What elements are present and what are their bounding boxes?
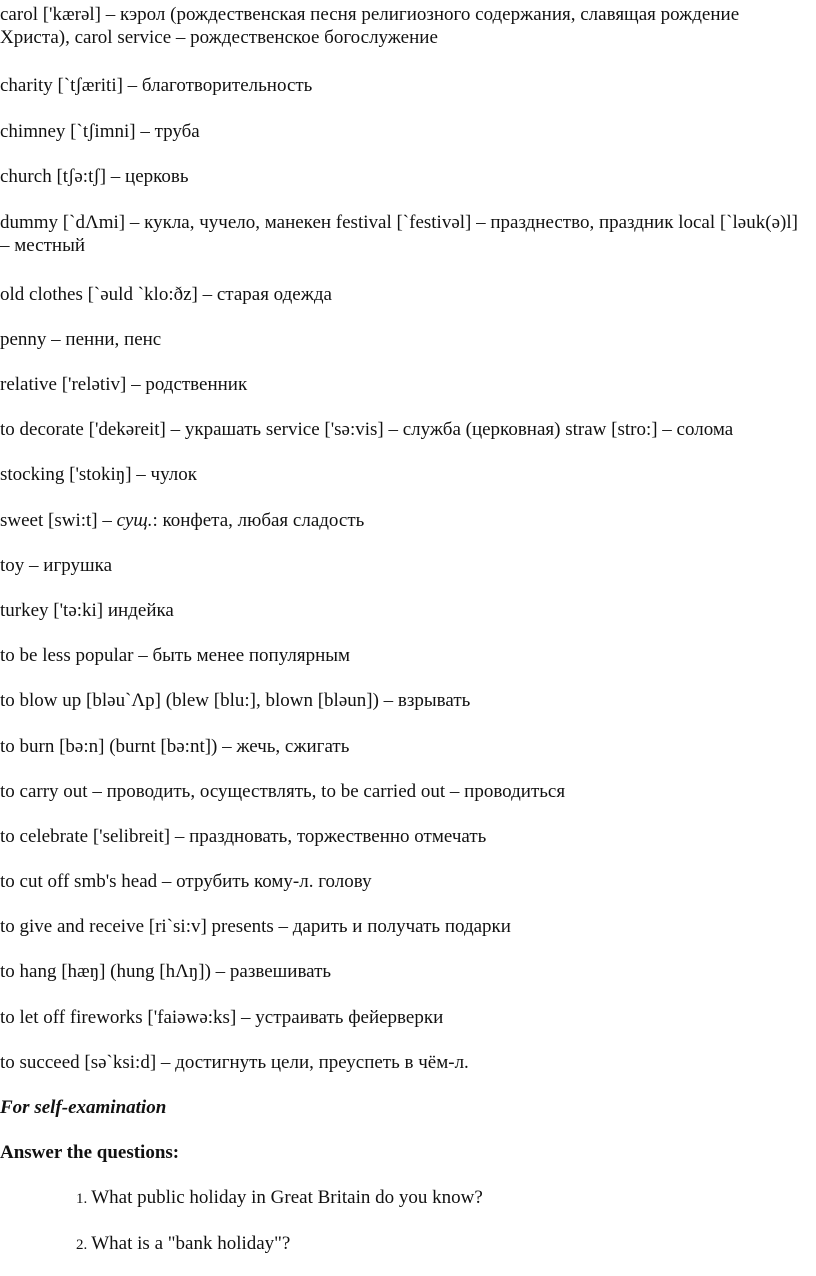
vocab-entry-blow-up: to blow up [bləu`Λp] (blew [blu:], blown [bləun]) – взрывать: [0, 690, 471, 711]
vocab-entry-dummy: dummy [`dΛmi] – кукла, чучело, манекен festival [`festivəl] – празднество, праздник local [`ləuk(ə)l] – местный: [0, 212, 798, 256]
vocab-entry-fireworks: to let off fireworks ['faiəwə:ks] – устраивать фейерверки: [0, 1007, 444, 1028]
vocab-entry-toy: toy – игрушка: [0, 555, 112, 576]
vocab-entry-celebrate: to celebrate ['selibreit] – праздновать, торжественно отмечать: [0, 826, 487, 847]
vocab-entry-burn: to burn [bə:n] (burnt [bə:nt]) – жечь, сжигать: [0, 736, 350, 757]
vocab-entry-carol: carol ['kærəl] – кэрол (рождественская песня религиозного содержания, славящая рождение Христа), carol service – рождественское богослужение: [0, 4, 740, 48]
question-number: 2.: [76, 1237, 88, 1253]
vocab-entry-sweet: [0, 509, 364, 532]
vocab-entry-chimney: chimney [`tʃimni] – труба: [0, 121, 200, 142]
vocab-entry-give-receive: to give and receive [ri`si:v] presents – дарить и получать подарки: [0, 916, 511, 937]
vocab-entry-less-popular: to be less popular – быть менее популярным: [0, 645, 351, 666]
vocab-entry-carry-out: to carry out – проводить, осуществлять, to be carried out – проводиться: [0, 781, 566, 802]
vocab-entry-succeed: to succeed [sə`ksi:d] – достигнуть цели, преуспеть в чём-л.: [0, 1052, 469, 1073]
vocab-entry-penny: penny – пенни, пенс: [0, 329, 162, 350]
vocab-entry-stocking: stocking ['stokiŋ] – чулок: [0, 464, 197, 485]
question-number: 1.: [76, 1191, 88, 1207]
self-examination-heading: For self-examination: [0, 1097, 167, 1118]
vocab-entry-relative: relative ['relətiv] – родственник: [0, 374, 248, 395]
sweet-translation: : конфета, любая сладость: [152, 510, 365, 531]
vocab-entry-church: church [tʃə:tʃ] – церковь: [0, 166, 189, 187]
part-of-speech-label: сущ.: [116, 510, 153, 531]
vocab-entry-hang: to hang [hæŋ] (hung [hΛŋ]) – развешивать: [0, 961, 332, 982]
answer-questions-heading: Answer the questions:: [0, 1142, 180, 1163]
vocab-entry-charity: charity [`tʃæriti] – благотворительность: [0, 75, 313, 96]
question-item: [76, 1232, 290, 1257]
vocab-entry-decorate: to decorate ['dekəreit] – украшать service ['sə:vis] – служба (церковная) straw [stro:] – солома: [0, 419, 734, 440]
vocab-entry-cut-off: to cut off smb's head – отрубить кому-л. голову: [0, 871, 372, 892]
question-text: What is a "bank holiday"?: [91, 1233, 291, 1254]
vocab-entry-old-clothes: old clothes [`əuld `klo:ðz] – старая одежда: [0, 284, 332, 305]
question-item: [76, 1186, 483, 1211]
vocab-entry-turkey: turkey ['tə:ki] индейка: [0, 600, 174, 621]
question-text: What public holiday in Great Britain do you know?: [91, 1187, 483, 1208]
sweet-term: sweet [swi:t] –: [0, 510, 117, 531]
